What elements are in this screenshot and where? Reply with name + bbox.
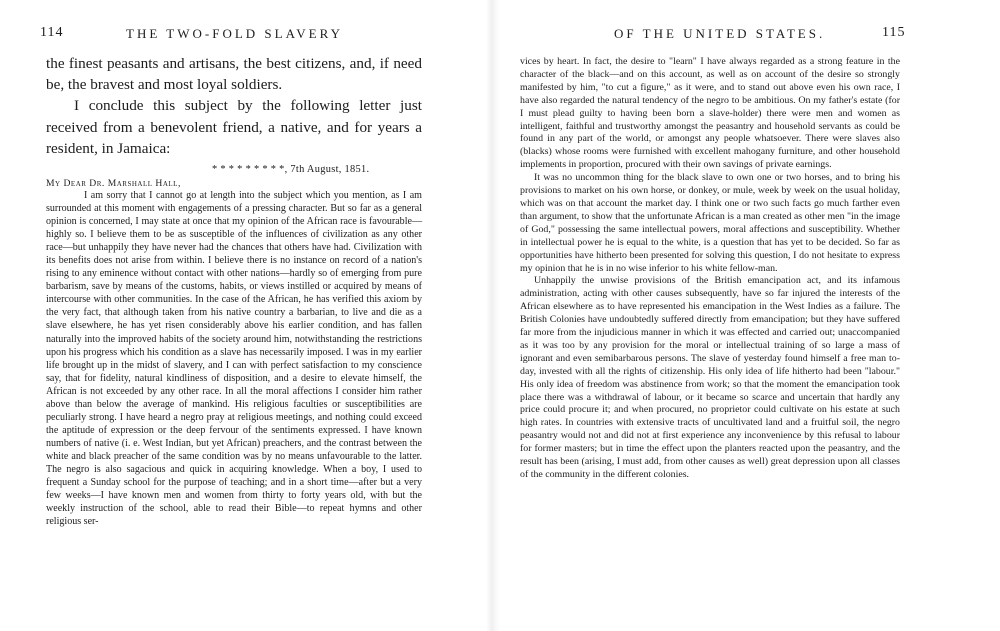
- letter-paragraph-3: Unhappily the unwise provisions of the British emancipation act, and its infamous administration, acting with other causes subsequently, have so far injured the interests of the African elsewhere as to have represented his emancipation in the West Indies as a failure. The British Colonies have undoubtedly suffered directly from emancipation; but they have suffered far more from the injudicious manner in which it was effected and carried out; unaccompanied as it was too by any provision for the moral or intellectual training of so large a mass of ignorant and even semibarbarous persons. The slave of yesterday found himself a free man to-day, invested with all the rights of citizenship. His only idea of life hitherto had been "labour." His only idea of freedom was abstinence from work; so that the moment the emancipation took place there was a withdrawal of labour, or it became so scarce and uncertain that hardly any price could procure it; and when procured, no proprietor could cultivate on his estate at such high rates. In countries with extensive tracts of uncultivated land and a fruitful soil, the negro peasantry would not and did not at first experience any inconvenience by this refusal to labour for former masters; but in time the effect upon the planters reacted upon the peasantry, and the result has been (arising, I must add, from other causes as well) great depression upon all classes of the community in the different colonies.: [520, 275, 900, 480]
- letter-salutation: My Dear Dr. Marshall Hall,: [46, 178, 181, 190]
- left-page-body: [46, 53, 422, 528]
- right-running-head: OF THE UNITED STATES.: [614, 26, 826, 41]
- continuation-text: the finest peasants and artisans, the best citizens, and, if need be, the bravest and most loyal soldiers.: [46, 55, 422, 94]
- left-running-head: THE TWO-FOLD SLAVERY: [126, 26, 343, 41]
- left-page: [0, 0, 492, 631]
- letter-paragraph: I am sorry that I cannot go at length into the subject which you mention, as I am surrounded at this moment with engagements of a pressing character. But so far as a general opinion is concerned, I may state at once that my opinion of the African race is favourable—highly so. I believe them to be as susceptible of the influences of civilization as any other race—but unhappily they have never had the chances that others have had. Civilization with its benefits does not arise from within. I believe there is no instance on record of a nation's rising to any eminence without contact with other nations—hardly so of emerging from pure barbarism, save by means of the customs, habits, or views instilled or acquired by means of intercourse with other communities. In the case of the African, he has verified this axiom by the very fact, that although taken from his native country a barbarian, to live and die as a slave elsewhere, he has yet risen considerably above his earlier condition, and has fallen naturally into the improved habits of the society around him, notwithstanding the restrictions upon his progress which his condition as a slave has necessarily imposed. I was in my earlier life brought up in the midst of slavery, and I can with perfect satisfaction to my conscience say, that for fidelity, natural kindliness of disposition, and a desire to elevate himself, the African is not exceeded by any other race. In all the moral affections I consider him rather above than below the average of mankind. His religious faculties or susceptibilities are peculiarly strong. I have heard a negro pray at religious meetings, and nothing could exceed the aptitude of expression or the deep fervour of the sentiments expressed. I have known numbers of native (i. e. West Indian, but yet African) preachers, and the contrast between the white and black preacher of the same condition was by no means unfavourable to the latter. The negro is also sagacious and quick in acquiring knowledge. When a boy, I used to frequent a Sunday school for the purpose of teaching; and in a short time—after but a very few weeks—I have known men and women from thirty to forty years old, with but the weekly instruction of the school, able to read their Bible—to repeat hymns and other religious ser-: [46, 190, 422, 528]
- letter-continuation: vices by heart. In fact, the desire to "learn" I have always regarded as a strong feature in the character of the black—and on this account, as well as on account of the desire so strongly manifested by him, "to cut a figure," as it were, and to stand out above even his own race, I have also regarded the natural tendency of the negro to be ambitious. On my father's estate (for I must plead guilty to having been born a slave-holder) there were men and women as intelligent, faithful and trustworthy amongst the peasantry and household servants as could be found in any part of the world, or amongst any people whatsoever. There were slaves also (blacks) whose rooms were furnished with excellent mahogany furniture, and other household implements in proportion, procured with their own savings of private earnings.: [520, 56, 900, 171]
- right-page: [496, 0, 1000, 631]
- letter-dateline: * * * * * * * * *, 7th August, 1851.: [212, 164, 370, 176]
- letter-paragraph-2: It was no uncommon thing for the black slave to own one or two horses, and to bring his provisions to market on his own horse, or donkey, or mule, week by week on the usual holiday, which was on that account the market day. I think one or two such facts go much farther even than argument, to show that the unfortunate African is a man created as other men "in the image of God," possessing the same intellectual powers, moral affections and susceptibility. Whether in intellectual power he is equal to the white, is a question that has yet to be decided. So far as opportunities have hitherto been presented for solving this question, I do not hesitate to express my opinion that he is in no wise inferior to his white fellow-man.: [520, 172, 900, 274]
- intro-paragraph: I conclude this subject by the following letter just received from a benevolent friend, a native, and for years a resident, in Jamaica:: [46, 97, 422, 157]
- right-page-body: [520, 56, 900, 482]
- left-page-number: 114: [40, 25, 64, 40]
- right-page-number: 115: [882, 25, 906, 40]
